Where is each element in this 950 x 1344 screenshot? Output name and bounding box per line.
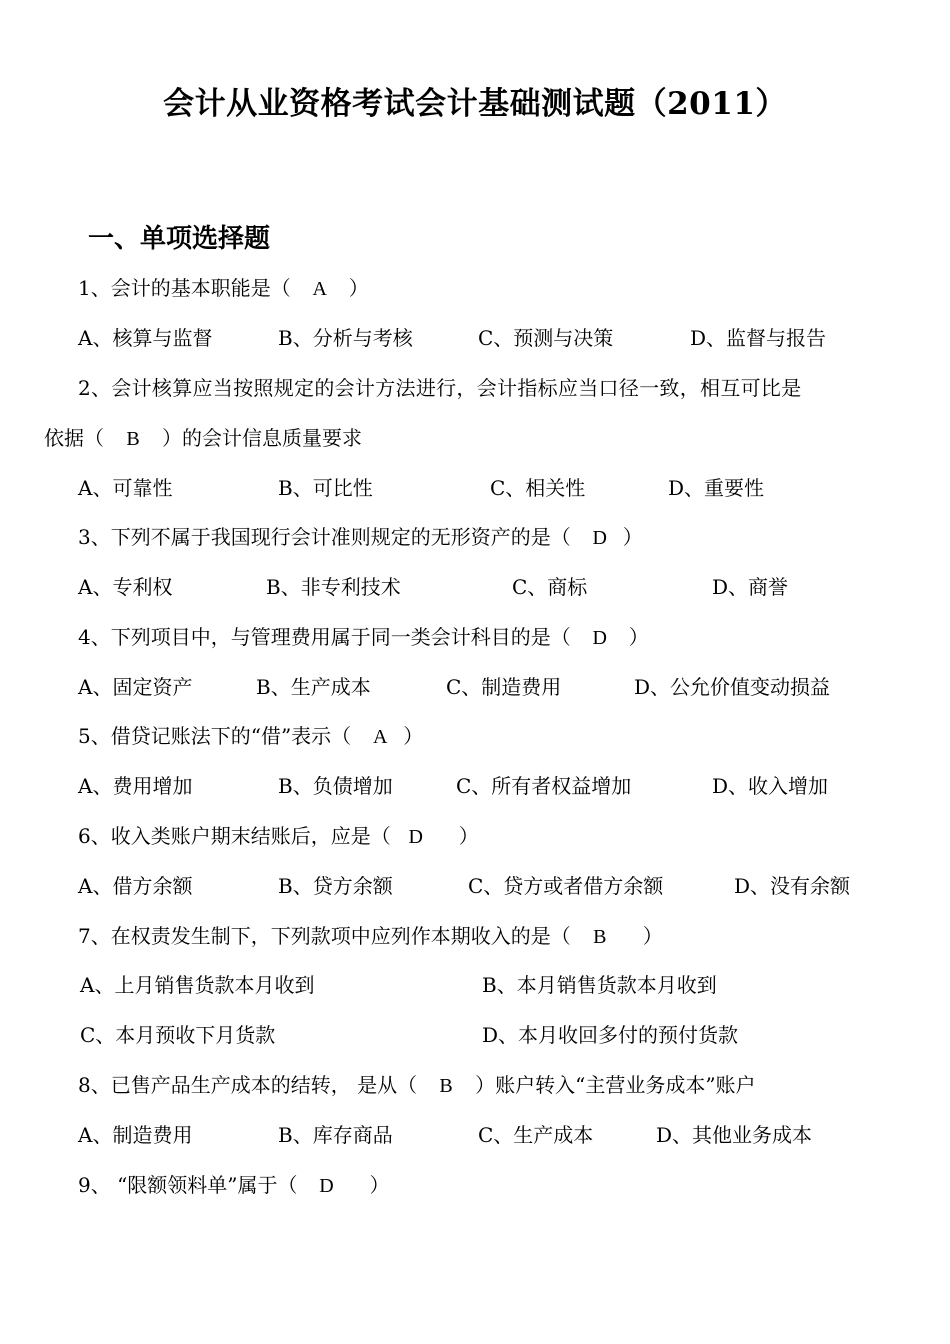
question-close: ） <box>403 724 424 748</box>
question-1 <box>78 274 369 303</box>
option-d: D、其他业务成本 <box>656 1123 813 1147</box>
section-heading: 一、单项选择题 <box>88 224 271 254</box>
question-7 <box>78 922 663 951</box>
option-c: C、贷方或者借方余额 <box>468 874 664 898</box>
answer: D <box>592 527 607 549</box>
question-text: 4、下列项目中，与管理费用属于同一类会计科目的是（ <box>78 625 571 649</box>
answer: D <box>319 1175 334 1197</box>
question-close: ） <box>458 824 479 848</box>
question-text: 9、 “限额领料单”属于（ <box>78 1173 298 1197</box>
option-a: A、制造费用 <box>78 1123 193 1147</box>
option-c: C、本月预收下月货款 <box>80 1023 276 1047</box>
document-title: 会计从业资格考试会计基础测试题（2011） <box>163 86 787 122</box>
question-6 <box>78 822 479 851</box>
option-a: A、可靠性 <box>78 476 173 500</box>
option-c: C、所有者权益增加 <box>456 774 632 798</box>
question-text: 5、借贷记账法下的“借”表示（ <box>78 724 352 748</box>
question-close: ） <box>348 276 369 300</box>
question-close: ） <box>628 625 649 649</box>
question-2-continued <box>44 424 362 453</box>
question-text: 8、已售产品生产成本的结转， 是从（ <box>78 1073 418 1097</box>
option-a: A、核算与监督 <box>78 326 213 350</box>
answer: D <box>592 627 607 649</box>
option-d: D、商誉 <box>712 575 789 599</box>
answer: A <box>312 278 327 300</box>
option-d: D、公允价值变动损益 <box>634 675 831 699</box>
option-c: C、生产成本 <box>478 1123 594 1147</box>
option-a: A、上月销售货款本月收到 <box>80 973 315 997</box>
question-close: ） <box>622 525 643 549</box>
option-d: D、收入增加 <box>712 774 829 798</box>
option-b: B、非专利技术 <box>266 575 401 599</box>
option-d: D、本月收回多付的预付货款 <box>482 1023 739 1047</box>
question-text: 依据（ <box>44 426 104 450</box>
question-text: 7、在权责发生制下，下列款项中应列作本期收入的是（ <box>78 924 571 948</box>
question-close: ） <box>642 924 663 948</box>
answer: B <box>126 428 140 450</box>
option-b: B、贷方余额 <box>278 874 393 898</box>
option-b: B、生产成本 <box>256 675 371 699</box>
question-text: 3、下列不属于我国现行会计准则规定的无形资产的是（ <box>78 525 571 549</box>
question-text: 1、会计的基本职能是（ <box>78 276 291 300</box>
option-d: D、没有余额 <box>734 874 851 898</box>
option-a: A、固定资产 <box>78 675 193 699</box>
question-5 <box>78 722 423 751</box>
question-3 <box>78 523 643 552</box>
option-b: B、本月销售货款本月收到 <box>482 973 717 997</box>
question-close: ） <box>369 1173 390 1197</box>
answer: B <box>439 1075 453 1097</box>
option-a: A、费用增加 <box>78 774 193 798</box>
option-d: D、重要性 <box>668 476 765 500</box>
option-a: A、专利权 <box>78 575 173 599</box>
option-c: C、预测与决策 <box>478 326 614 350</box>
question-4 <box>78 623 649 652</box>
question-close: ）的会计信息质量要求 <box>162 426 362 450</box>
question-2: 2、会计核算应当按照规定的会计方法进行，会计指标应当口径一致，相互可比是 <box>78 376 802 400</box>
option-a: A、借方余额 <box>78 874 193 898</box>
answer: B <box>593 926 607 948</box>
question-8 <box>78 1071 756 1100</box>
option-b: B、负债增加 <box>278 774 393 798</box>
option-b: B、可比性 <box>278 476 373 500</box>
answer: A <box>372 726 388 748</box>
option-b: B、分析与考核 <box>278 326 413 350</box>
answer: D <box>408 826 423 848</box>
option-c: C、相关性 <box>490 476 586 500</box>
option-b: B、库存商品 <box>278 1123 393 1147</box>
question-text: 6、收入类账户期末结账后，应是（ <box>78 824 391 848</box>
option-d: D、监督与报告 <box>690 326 827 350</box>
option-c: C、商标 <box>512 575 588 599</box>
option-c: C、制造费用 <box>446 675 562 699</box>
question-close: ）账户转入“主营业务成本”账户 <box>475 1073 756 1097</box>
question-9 <box>78 1171 390 1200</box>
